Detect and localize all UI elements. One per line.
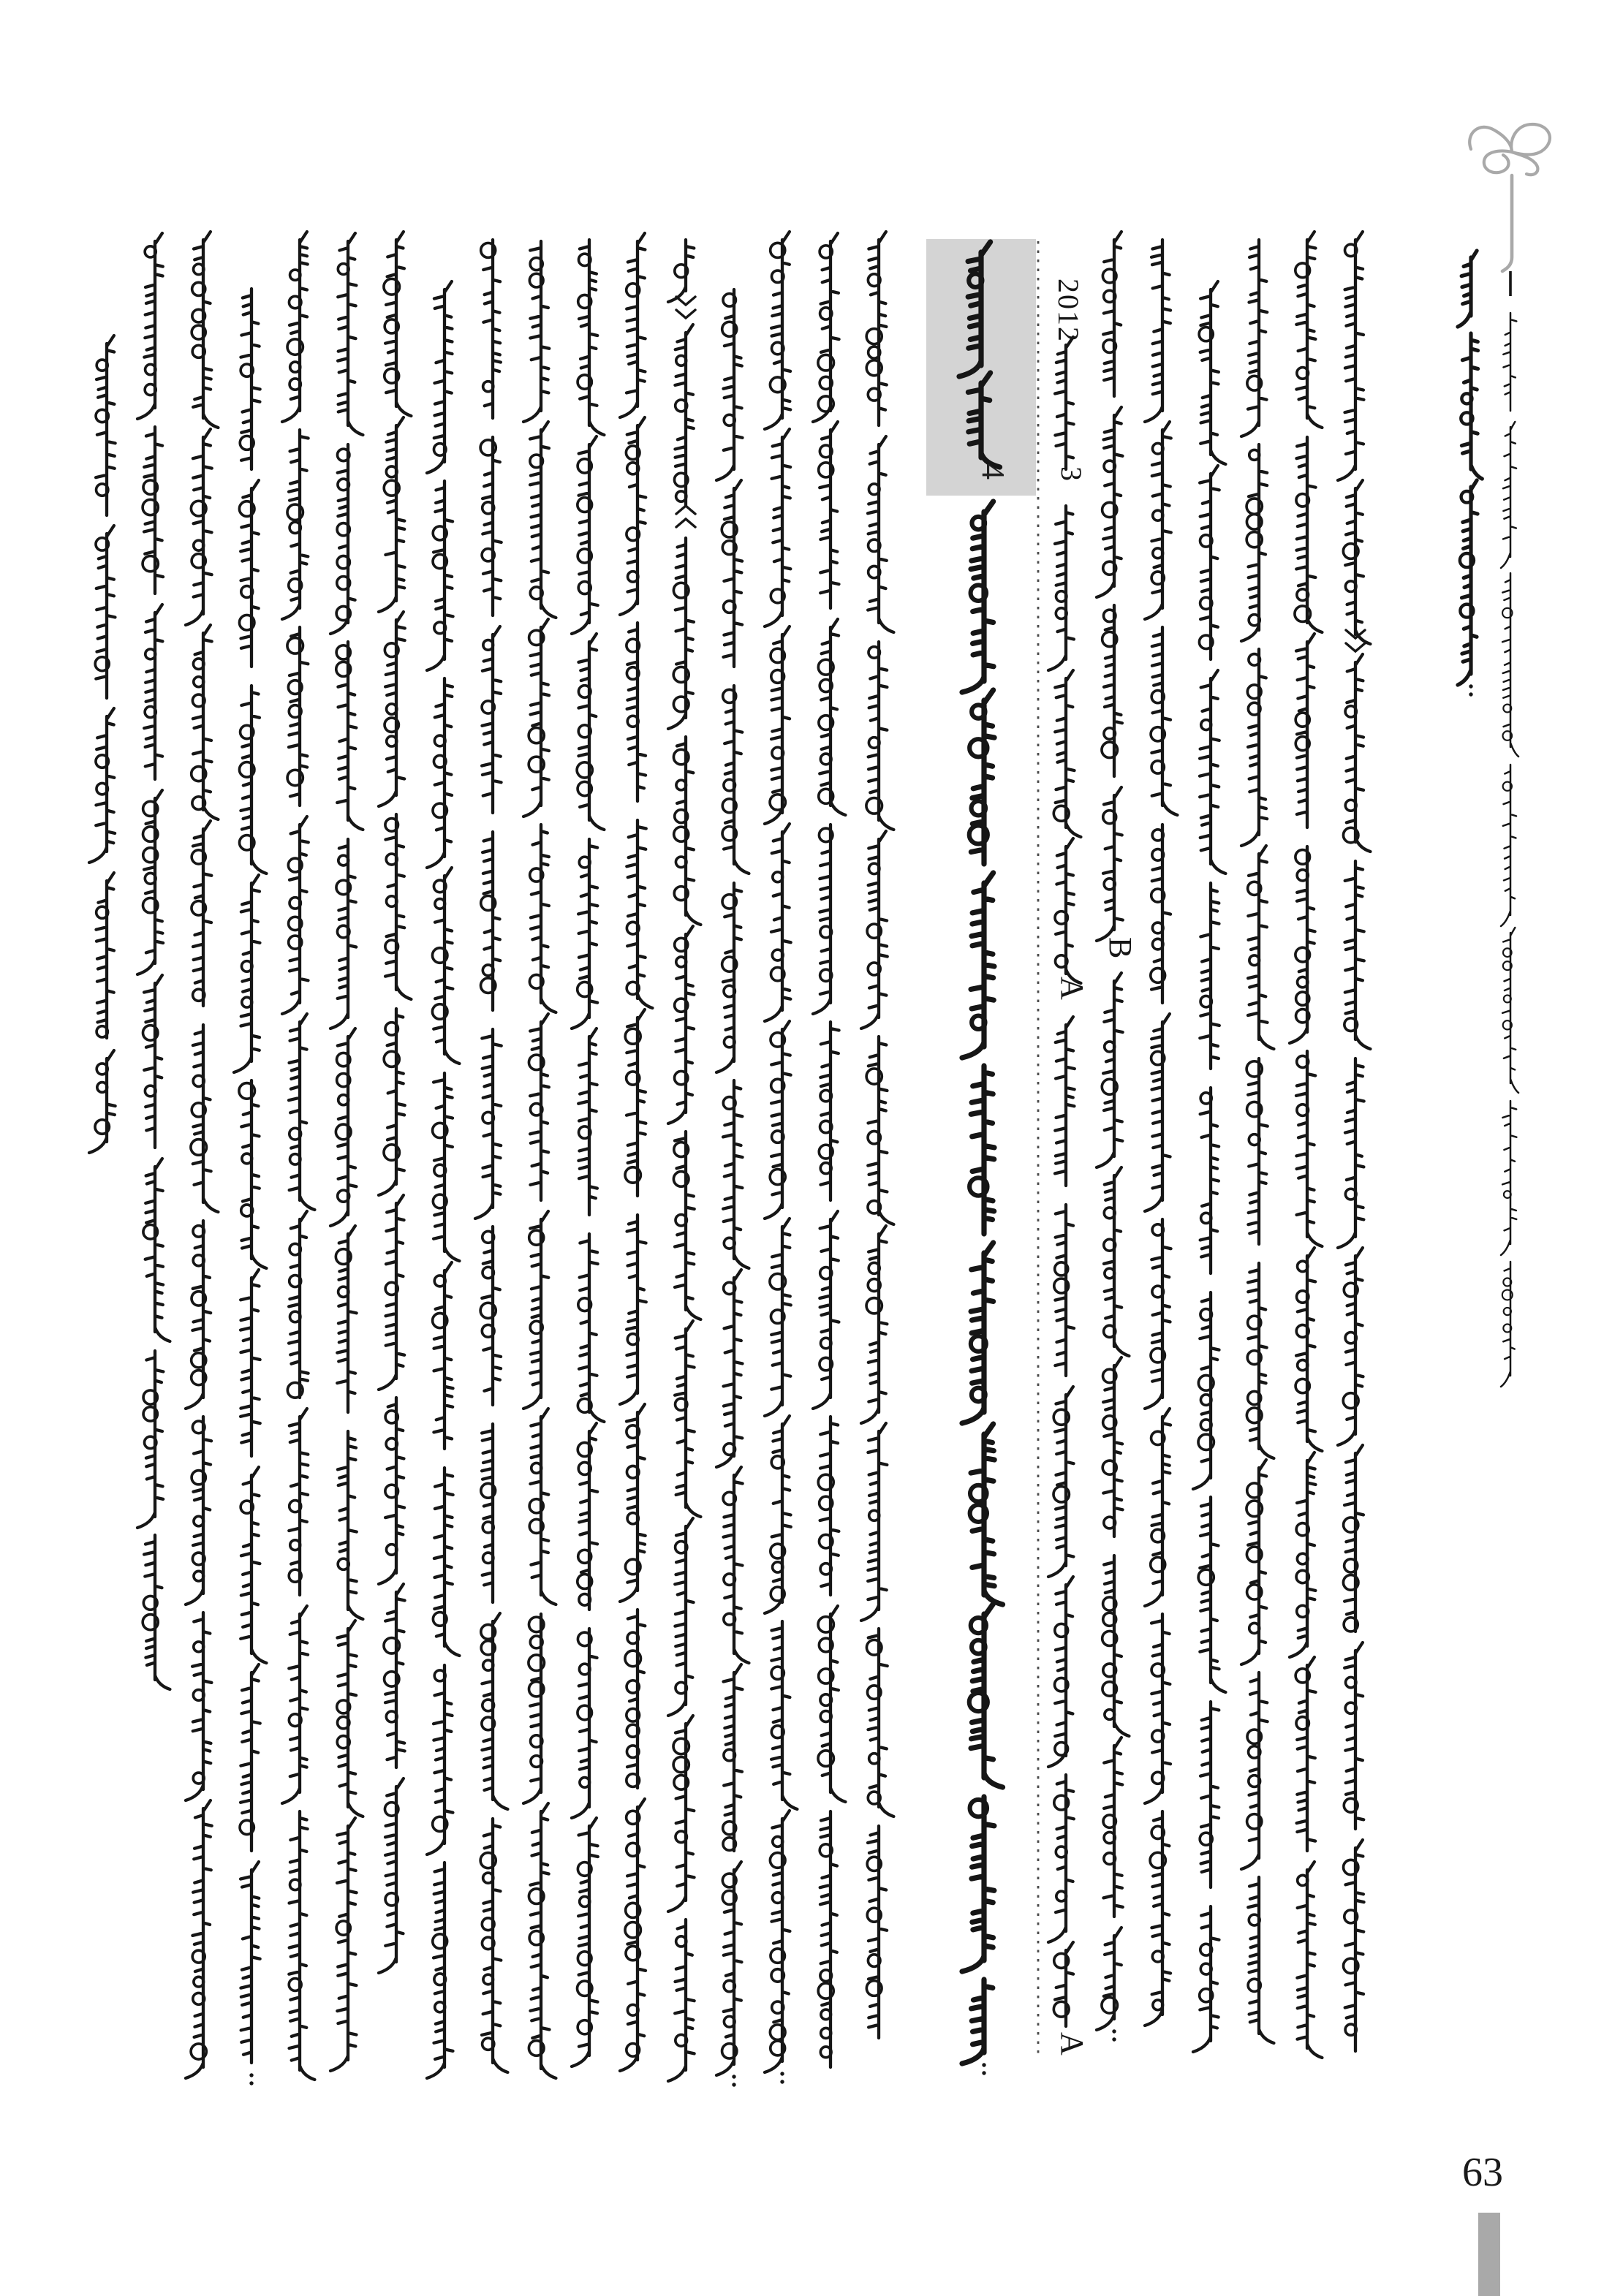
option-b-marker: B xyxy=(1102,937,1138,959)
body-column-left-11 xyxy=(572,240,604,2066)
body-column-right-1 xyxy=(1048,337,1081,2026)
body-column-left-14 xyxy=(716,289,749,2087)
body-column-right-3 xyxy=(1145,240,1177,2026)
section-heading-column xyxy=(959,242,1000,467)
body-column-left-1 xyxy=(89,336,116,1153)
citation-issue-number: 3 xyxy=(1055,466,1088,481)
body-column-right-2 xyxy=(1097,232,1129,2042)
body-column-right-5 xyxy=(1241,240,1274,2043)
option-a-marker: A xyxy=(1054,977,1090,1000)
body-column-left-16 xyxy=(813,233,845,2067)
section-title-column xyxy=(962,501,1003,2075)
page-edge-thumb-bar xyxy=(1478,2213,1500,2296)
body-column-left-17 xyxy=(861,232,893,2038)
body-column-right-4 xyxy=(1193,281,1225,2052)
body-column-left-5 xyxy=(282,232,314,2080)
citation-year: 2012 xyxy=(1052,279,1085,343)
body-column-left-2 xyxy=(137,233,170,1689)
body-column-left-6 xyxy=(330,233,363,2071)
body-column-left-10 xyxy=(523,241,556,2078)
body-column-left-3 xyxy=(186,232,218,2078)
section-number: 4 xyxy=(975,463,1011,480)
running-head-small-column xyxy=(1501,271,1518,1387)
body-column-left-7 xyxy=(379,232,411,1973)
quote-close-icon xyxy=(676,506,695,527)
body-column-right-6 xyxy=(1290,232,1322,2058)
page-number: 63 xyxy=(1462,2150,1503,2195)
body-column-left-13 xyxy=(668,240,700,2081)
body-column-left-4 xyxy=(234,289,266,2085)
body-column-left-15 xyxy=(765,232,797,2084)
body-column-left-8 xyxy=(427,281,459,2078)
closing-a-marker: A xyxy=(1054,2032,1090,2056)
body-column-left-12 xyxy=(620,233,652,2071)
running-head-bold-column xyxy=(1458,251,1482,697)
body-column-right-7 xyxy=(1338,232,1370,2051)
quote-open-icon xyxy=(676,297,695,318)
body-column-left-9 xyxy=(475,240,507,2072)
